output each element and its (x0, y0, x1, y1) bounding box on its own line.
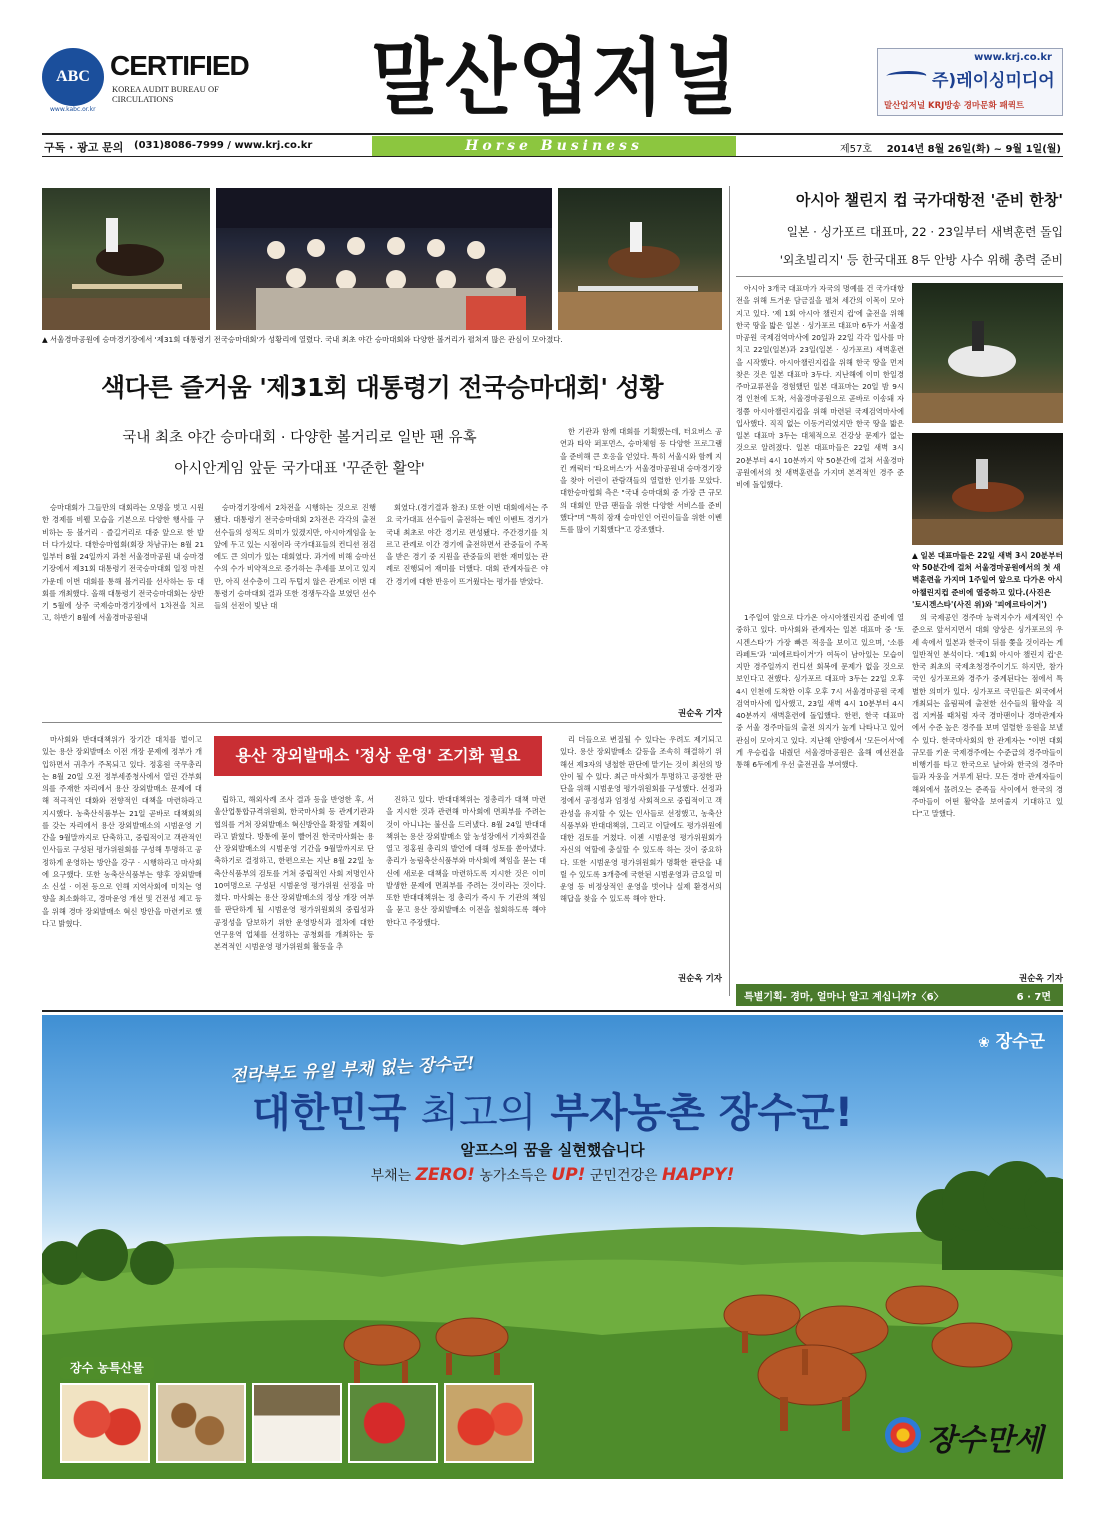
top-story-col-4: 한 기관과 함께 대회를 기획했는데, 터요버스 공연과 타악 퍼포먼스, 승마체험 등 다양한 프로그램을 준비해 큰 호응을 얻었다. 특히 서울시와 함께 지킨 캐릭터 '타요버스'가 서울경마공원내 승마경기장을 찾아 어린이 관람객들의 열렬한 인기를 모았다. 대한승마협회 측은 "국내 승마대회 중 가장 큰 규모의 대회인 만큼 팬들을 위한 다양한 서비스를 준비했다"며 "특히 잠재 승마인인 어린이들을 위한 이벤트를 많이 기획했다"고 강조했다. (560, 427, 722, 534)
top-photo-caption: ▲ 서울경마공원에 승마경기장에서 '제31회 대통령기 전국승마대회'가 성황리에 열렸다. 국내 최초 야간 승마대회와 다양한 볼거리가 펼쳐져 많은 관심이 모아졌다. (42, 335, 563, 344)
brand-url: www.krj.co.kr (974, 52, 1052, 63)
side-subhead-1: 일본 · 싱가포르 대표마, 22 · 23일부터 새벽훈련 돌입 (786, 225, 1063, 239)
yongsan-headline-box (214, 736, 542, 776)
brand-row: 말산업저널 KRJ방송 경마문화 패퀵트 (884, 101, 1025, 111)
headline-part-a: 대한민국 (251, 1090, 407, 1136)
cert-org: KOREA AUDIT BUREAU OF CIRCULATIONS (112, 84, 219, 104)
flower-icon: ❀ (978, 1035, 990, 1051)
night-jump-icon (558, 188, 722, 330)
side-story-col-1: 아시아 3개국 대표마가 자국의 명예를 건 국가대항전을 위해 트거운 담금질을 펼쳐 세간의 이목이 모아지고 있다. '제 1회 아시아 챌린지 컵'에 출전을 위해 한국 땅을 밟은 일본 · 싱가포르 대표마 6두가 서울경마공원 국제검역마사에 20일과 22일 각각 입사를 마치고 22일(일본)과 23일(일본 · 싱가포르) 새벽훈련을 시작했다. 아시아챌린지컵을 위해 한국 땅을 먼저 찾은 것은 일본 대표마 3두다. 지난해에 이미 한일경주마교류전을 경험했던 일본 대표마는 20일 밤 9시경 인천에 도착, 서울경마공원으로 곧바로 이송돼 자정쯤 아시아챌린지컵을 위해 마련된 국제검역마사에 입사했다. 직직 없는 이동거리였지만 한국 땅을 밟은 일본 대표마 3두는 대체적으로 건강상 문제가 없는 것으로 알려졌다. 일본 대표마들은 22일 새벽 3시 20분부터 4시 10분까지 약 50분간에 걸쳐 서울경마공원에서의 첫 새벽훈련을 가지며 본격적인 경주 준비에 돌입했다. (736, 284, 904, 489)
side-divider (736, 276, 1063, 277)
newspaper-title: 말산업저널 (371, 30, 739, 127)
yongsan-headline: 용산 장외발매소 '정상 운영' 조기화 필요 (235, 746, 521, 765)
yongsan-col-1: 마사회와 반대대책위가 장기간 대치를 벌이고 있는 용산 장외발매소 이전 개장 문제에 정부가 개입하면서 귀추가 주목되고 있다. 정홍원 국무총리는 8월 20일 오전 정부세종청사에서 열린 간부회의를 주재한 자리에서 용산 장외발매소 문제에 대해 적극적인 대화와 전향적인 대책을 마련하라고 지시했다. 농축산식품부는 21일 곧바로 대책회의를 갖는 자리에서 용산 장외발매소의 시범운영 기간을 9월말까지로 단축하고, 중립적이고 객관적인 인사들로 구성된 평가위원회를 구성해 투명하고 공정하게 운영하는 방안을 강구 · 시행하라고 마사회에 요구했다. 또한 농축산식품부는 향후 장외발매소 신설 · 이전 등으로 인해 지역사회에 미치는 영향을 최소화하고, 경마운영 개선 및 건전성 제고 등을 위해 경마 장외발매소 혁신 방안을 마련키로 했다고 밝혔다. (42, 735, 202, 928)
subscription-label: 구독 · 광고 문의 (44, 141, 124, 154)
ad-tagline (42, 1165, 1063, 1185)
photo-morning-training-2 (912, 433, 1063, 545)
tagline-income: 농가소득은 (479, 1168, 547, 1184)
top-subhead-2: 아시안게임 앞둔 국가대표 '꾸준한 활약' (174, 461, 425, 477)
promo-text: 특별기획- 경마, 얼마나 알고 계십니까?〈6〉 (744, 992, 944, 1003)
top-story-col-2: 승마경기장에서 2차전을 시행하는 것으로 진행됐다. 대통령기 전국승마대회 2차전은 각각의 출전 선수들의 성적도 의미가 있겠지만, 아시아게임을 눈앞에 두고 있는 시점이라 국가대표들의 컨디션 점검에도 큰 의미가 있는 대회였다. 과거에 비해 승마선수의 수가 비약적으로 증가하는 추세를 보이고 있지만, 아직 선수층이 그리 두텁지 않은 관계로 이번 대통령기 승마대회 결과 또한 경쟁두각을 보였던 선수들의 선전이 빛난 대 (214, 503, 376, 610)
products-panel (60, 1357, 540, 1467)
column-divider (729, 186, 730, 996)
issue-date: 2014년 8월 26일(화) ~ 9월 1일(월) (886, 144, 1061, 155)
side-story-col-3: 의 국제공인 경주마 능력지수가 세계적인 수준으로 앞서지면서 대회 양상은 싱가포르의 우세 속에서 일본과 한국이 뒤를 쫓을 것이라는 게 일반적인 분석이다. '제1회 아시아 챌린지 컵'은 한국 최초의 국제초청경주이기도 하지만, 참가국인 싱가포르와 경주가 중계된다는 점에서 특별한 의미가 있다. 싱가포르 국민들은 외국에서 개최되는 을림픽에 출전한 선수들의 활약을 직접 지켜볼 때처럼 자국 경마팬이나 경마관계자에서 수준 높은 경주를 보며 열렬한 응원을 보낼 수 있다. 한국마사회의 한 관계자는 "이번 대회 규모를 키운 국제경주에는 수준급의 경주마들이 비행기를 타고 한국으로 날아와 한국의 경주마들과 자웅을 겨루게 된다. 모든 경마 관계자들이 해외에서 몰려오는 준족들 사이에서 한국의 경주마들이 어떤 활약을 보여줄지 기대하고 있다"고 말했다. (912, 613, 1063, 818)
ad-subline: 알프스의 꿈을 실현했습니다 (460, 1141, 645, 1159)
slogan-text: 장수만세 (927, 1423, 1043, 1458)
jangsu-advertisement[interactable] (42, 1015, 1063, 1479)
tagline-happy: HAPPY! (661, 1165, 735, 1185)
ad-script-text: 전라북도 유일 부채 없는 장수군! (229, 1053, 476, 1087)
white-horse-icon (912, 283, 1063, 423)
ceremony-group-icon (216, 188, 552, 330)
tagline-debt: 부채는 (370, 1168, 412, 1184)
photo-morning-training-1 (912, 283, 1063, 423)
promo-pages: 6 · 7면 (1016, 992, 1051, 1003)
ad-top-rule (42, 1010, 1063, 1012)
brand-name: 주)레이싱미디어 (932, 71, 1055, 91)
issue-number: 제57호 (840, 144, 873, 155)
top-subhead-1: 국내 최초 야간 승마대회 · 다양한 볼거리로 일반 팬 유혹 (122, 430, 477, 446)
photo-night-jumping (558, 188, 722, 330)
product-mushrooms (156, 1383, 246, 1463)
contact-phone: (031)8086-7999 / www.krj.co.kr (134, 140, 313, 151)
jangsu-logo-top (978, 1027, 1045, 1052)
jangsu-brand: 장수군 (995, 1032, 1045, 1052)
yongsan-col-2: 립하고, 해외사례 조사 결과 등을 반영한 후, 서울산업통합규격위원회, 한국마사회 등 관계기관과 협의를 거쳐 장외발매소 혁신방안을 확정할 계획이라고 밝혔다. 방통에 묻이 빨어진 한국마사회는 용산 장외발매소의 시범운영 기간을 9월말까지로 단축하기로 결정하고, 한편으로는 지난 8월 22일 농축산식품부의 검토를 거쳐 중립적인 사회 저명인사 10여명으로 구성된 시범운영 평가위원 선정을 마쳤다. 마사회는 용산 장외발매소의 정상 개장 여부를 판단하게 될 시범운영 평가위원회의 중립성과 공정성을 담보하기 위한 운영방식과 절차에 대한 연구용역 업체를 선정하는 공청회를 개최하는 등 본격적인 시범운영 평가위원회 활동을 추 (214, 795, 374, 951)
horse-business-label: Horse Business (465, 138, 643, 154)
ad-headline (42, 1085, 1063, 1141)
horse-business-banner (372, 136, 736, 156)
headline-part-c: 부자농촌 장수군! (550, 1090, 853, 1136)
jangsu-slogan-logo (885, 1411, 1045, 1467)
abc-certified-logo (42, 48, 249, 116)
abc-badge: ABC (42, 48, 104, 106)
product-apples (60, 1383, 150, 1463)
side-story-col-2: 1주일여 앞으로 다가온 아시아챌린지컵 준비에 열중하고 있다. 마사회와 관계자는 일본 대표마 중 '토시겐스타'가 가장 빠른 적응을 보이고 있으며, '소름라페트'과 '피에르타이거'가 여독이 남아있는 모습이지만 경주일까지 컨디션 회복에 문제가 없을 것으로 보인다고 전했다. 싱가포르 대표마 3두는 22일 오후 4시 인천에 도착한 이후 오후 7시 서울경마공원 국제검역마사에 입사했고, 23일 새벽 4시 10분부터 4시 40분까지 새벽훈련에 돌입했다. 한편, 한국 대표마 중 서울 경주마들의 출전 의지가 높게 나타나고 있어 관심이 모아지고 있다. 지난해 안방에서 '모든어서'에게 우승컵을 내줬던 서울경마공원은 올해 예선전을 통해 6두에게 우선 출전권을 부여했다. (736, 613, 904, 769)
top-story-col-1: 승마대회가 그들만의 대회라는 오명을 벗고 시원한 경제를 비웰 모습을 기본으로 다양한 행사를 구비하는 등 볼거리 · 즐길거리로 대중 앞으로 한 발 더 다가섰다. 대한승마협회(회장 차남규)는 8월 21일부터 8월 24일까지 과천 서울경마공원 내 승마경기장에서 제31회 대통령기 전국승마대회 일정 마친 가운데 이번 대회를 통해 볼거리를 선사하는 등 대회를 개최했다. 올해 대통령기 전국승마대회는 상반기 5월에 상주 국제승마경기장에서 1차전을 치르고, 하반기 8월에 서울경마공원내 (42, 503, 204, 623)
jumping-horse-icon (42, 188, 210, 330)
section-divider (42, 722, 722, 723)
cert-title: CERTIFIED (110, 50, 249, 81)
tagline-zero: ZERO! (415, 1165, 475, 1185)
tagline-health: 군민건강은 (589, 1168, 658, 1184)
yongsan-byline: 권순옥 기자 (560, 972, 722, 984)
wings-icon (883, 71, 929, 81)
info-bar (42, 133, 1063, 157)
side-subhead-2: '외초빌리지' 등 한국대표 8두 안방 사수 위해 총력 준비 (779, 253, 1063, 267)
products-label: 장수 농특산물 (60, 1357, 154, 1379)
brown-horse-icon (912, 433, 1063, 545)
headline-part-b: 최고의 (420, 1090, 537, 1136)
flower-emblem-icon (885, 1417, 921, 1453)
top-story-col-3: 회였다.(경기결과 참조) 또한 이번 대회에서는 주요 국가대표 선수들이 출전하는 메인 이벤트 경기가 국내 최초로 야간 경기로 편성됐다. 주간경기를 치르고 관례로 이간 경기에 출전하면서 관중들이 주목을 받은 경기 중 지원을 관중들의 편한 재미있는 관례로 진행되어 재미를 더했다. 대회 관계자들은 야간 경기에 대한 반응이 뜨거웠다는 평가를 받았다. (386, 503, 548, 586)
racing-media-logo (877, 48, 1063, 116)
side-photo-caption: ▲ 일본 대표마들은 22일 새벽 3시 20분부터 약 50분간에 걸쳐 서울경마공원에서의 첫 새벽훈련을 가지며 1주일여 앞으로 다가온 아시아챌린지컵 준비에 열중하고 있다.(사진은 '토시겐스타'(사진 위)와 '피에르타이거') (912, 551, 1063, 609)
top-headline: 색다른 즐거움 '제31회 대통령기 전국승마대회' 성황 (100, 373, 664, 402)
photo-show-jumping (42, 188, 210, 330)
side-byline: 권순옥 기자 (912, 972, 1063, 984)
product-boxes (252, 1383, 342, 1463)
photo-award-ceremony (216, 188, 552, 330)
yongsan-col-4: 리 더들으로 변질될 수 있다는 우려도 제기되고 있다. 용산 장외발매소 갈등을 조속히 해결하기 위해선 제3자의 냉철한 판단에 맡기는 것이 최선의 방안이 될 수 있다. 최근 마사회가 투명하고 공정한 판단을 위해 시범운영 평가위원회를 구성했다. 선정과정에서 공정성과 엄정성 사회적으로 중립적이고 객관성을 유지할 수 있는 인사들로 선정했고, 농축산식품부와 반대대책위, 그리고 이달에도 평가위원에 대한 검토를 거쳤다. 이젠 시범운영 평가위원회가 자신의 역할에 충실할 수 있도록 하는 것이 중요하다. 또한 시범운영 평가위원회가 명확한 판단을 내릴 수 있도록 3개층에 국한된 시범운영과 금요일 미운영 등 비정상적인 운영을 벗어나 실제 환경서의 해답을 찾을 수 있도록 해야 한다. (560, 735, 722, 904)
product-omija (348, 1383, 438, 1463)
side-headline: 아시아 챌린지 컵 국가대항전 '준비 한창' (795, 191, 1063, 209)
yongsan-col-3: 진하고 있다. 반대대책위는 정총리가 대책 마련을 지시한 것과 관련해 마사회에 면죄부를 주려는 것이 아니냐는 불신을 드러냈다. 8월 24일 반대대책위는 용산 장외발매소 앞 농성장에서 기자회견을 열고 정홍원 총리의 발언에 대해 성토를 쏟아냈다. 총리가 농림축산식품부와 마사회에 책임을 묻는 대신에 새로운 대책을 마련하도록 지시한 것은 이미 발생한 문제에 면죄부를 주려는 것이라는 것이다. 또한 반대대책위는 정 총리가 즉시 두 기관의 책임을 묻고 용산 장외발매소 이전을 철회하도록 해야 한다고 주장했다. (386, 795, 546, 927)
product-tomatoes (444, 1383, 534, 1463)
cert-url: www.kabc.or.kr (50, 106, 96, 113)
tagline-up: UP! (551, 1165, 586, 1185)
promo-bar[interactable] (736, 984, 1063, 1006)
top-byline: 권순옥 기자 (560, 707, 722, 719)
